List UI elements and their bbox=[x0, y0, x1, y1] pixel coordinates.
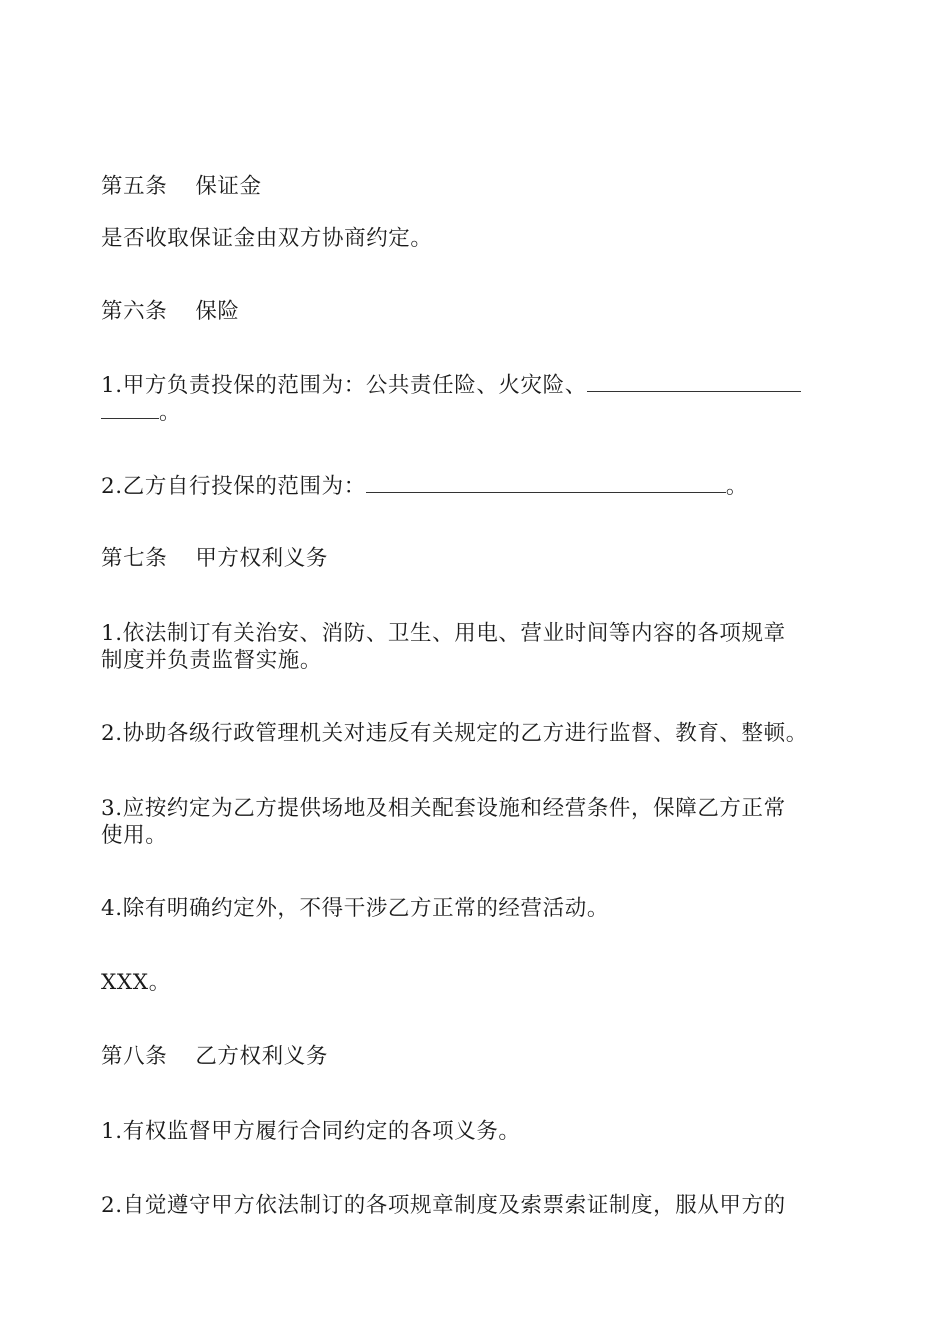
article-8-number: 第八条 bbox=[101, 1044, 168, 1069]
article-6-number: 第六条 bbox=[101, 299, 168, 324]
article-7-item-4: 4.除有明确约定外，不得干涉乙方正常的经营活动。 bbox=[101, 896, 609, 921]
article-7-heading bbox=[101, 546, 328, 571]
article-8-heading bbox=[101, 1044, 328, 1069]
article-8-item-2-line-1: 2.自觉遵守甲方依法制订的各项规章制度及索票索证制度，服从甲方的 bbox=[101, 1193, 786, 1218]
article-6-item-2 bbox=[101, 474, 748, 499]
article-5-body: 是否收取保证金由双方协商约定。 bbox=[101, 226, 433, 251]
article-6-item-2-suffix: 。 bbox=[725, 474, 748, 499]
article-6-item-2-text: 2.乙方自行投保的范围为： bbox=[101, 474, 366, 499]
article-6-item-1-line-1 bbox=[101, 373, 801, 398]
article-5-number: 第五条 bbox=[101, 174, 168, 199]
article-7-number: 第七条 bbox=[101, 546, 168, 571]
article-8-item-1: 1.有权监督甲方履行合同约定的各项义务。 bbox=[101, 1119, 521, 1144]
fill-in-blank bbox=[101, 401, 159, 419]
article-6-item-1-line-2 bbox=[101, 400, 181, 425]
article-7-item-3-line-2: 使用。 bbox=[101, 823, 168, 848]
article-8-title: 乙方权利义务 bbox=[195, 1044, 328, 1069]
article-6-title: 保险 bbox=[195, 299, 240, 324]
article-6-item-1-text: 1.甲方负责投保的范围为：公共责任险、火灾险、 bbox=[101, 373, 587, 398]
article-7-title: 甲方权利义务 bbox=[195, 546, 328, 571]
article-6-heading bbox=[101, 299, 240, 324]
article-7-item-1-line-1: 1.依法制订有关治安、消防、卫生、用电、营业时间等内容的各项规章 bbox=[101, 621, 786, 646]
article-7-item-5: XXX。 bbox=[101, 970, 171, 995]
article-7-item-2: 2.协助各级行政管理机关对违反有关规定的乙方进行监督、教育、整顿。 bbox=[101, 721, 808, 746]
article-5-heading bbox=[101, 174, 262, 199]
fill-in-blank bbox=[587, 374, 801, 392]
article-7-item-1-line-2: 制度并负责监督实施。 bbox=[101, 648, 323, 673]
article-7-item-3-line-1: 3.应按约定为乙方提供场地及相关配套设施和经营条件，保障乙方正常 bbox=[101, 796, 786, 821]
fill-in-blank bbox=[366, 475, 726, 493]
article-5-title: 保证金 bbox=[195, 174, 262, 199]
article-6-item-1-suffix: 。 bbox=[159, 400, 182, 425]
